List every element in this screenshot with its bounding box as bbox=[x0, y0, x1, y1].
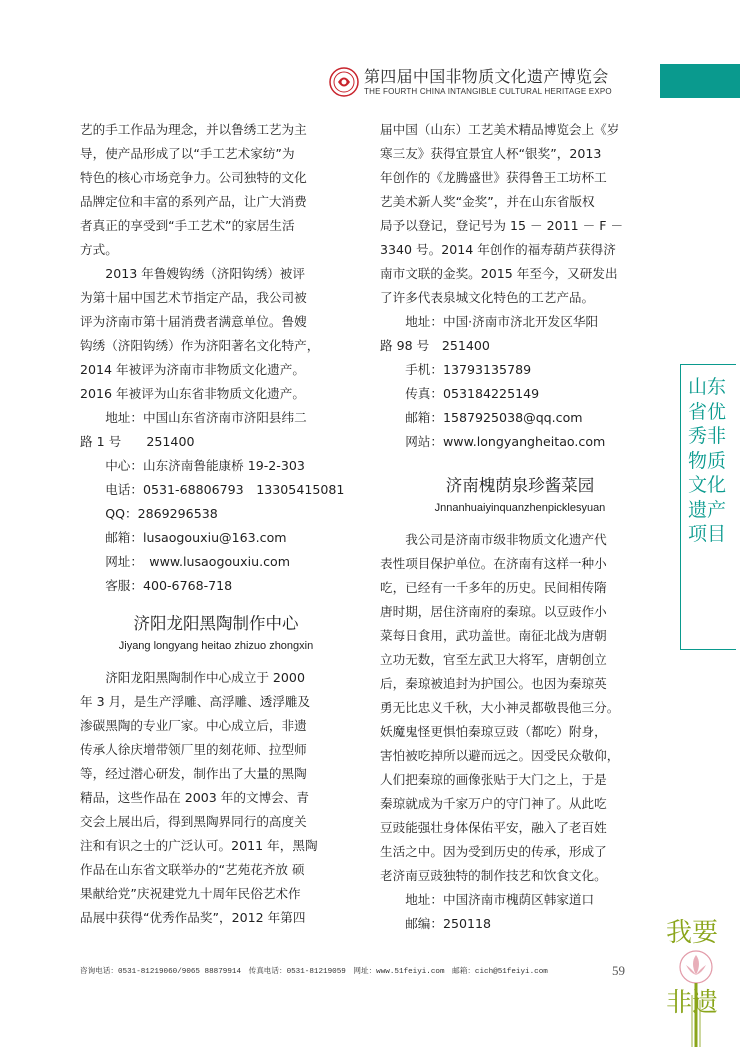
contact-line: 电话：0531-68806793 13305415081 bbox=[105, 482, 345, 497]
text-line: 妖魔鬼怪更惧怕秦琼豆豉（都吃）附身， bbox=[380, 724, 607, 739]
text-line: 评为济南市第十届消费者满意单位。鲁嫂 bbox=[80, 314, 307, 329]
intro-paragraph bbox=[80, 118, 352, 262]
text-line: 了许多代表泉城文化特色的工艺产品。 bbox=[380, 290, 595, 305]
right-column bbox=[380, 118, 660, 936]
text-line: 者真正的享受到“手工艺术”的家居生活 bbox=[80, 218, 295, 233]
contact-line: 传真：053184225149 bbox=[405, 386, 540, 401]
section-title: 济南槐荫泉珍酱菜园 bbox=[445, 476, 595, 495]
text-line: 生活之中。因为受到历史的传承，形成了 bbox=[380, 844, 607, 859]
text-line: 表性项目保护单位。在济南有这样一种小 bbox=[380, 556, 607, 571]
header-subtitle: THE FOURTH CHINA INTANGIBLE CULTURAL HERITAGE EXPO bbox=[364, 87, 612, 96]
header-accent-bar bbox=[660, 64, 740, 98]
text-line: 秦琼就成为千家万户的守门神了。从此吃 bbox=[380, 796, 607, 811]
contact-list bbox=[80, 454, 352, 598]
section-paragraph bbox=[380, 528, 660, 888]
text-line: 寒三友》获得宜景宜人杯“银奖”，2013 bbox=[380, 146, 602, 161]
text-line: 品展中获得“优秀作品奖”，2012 年第四 bbox=[80, 910, 306, 925]
text-line: 为第十届中国艺术节指定产品，我公司被 bbox=[80, 290, 307, 305]
text-line: 交会上展出后，得到黑陶界同行的高度关 bbox=[80, 814, 307, 829]
text-line: 老济南豆豉独特的制作技艺和饮食文化。 bbox=[380, 868, 607, 883]
text-line: 方式。 bbox=[80, 242, 118, 257]
text-line: 作品在山东省文联举办的“艺苑花齐放 硕 bbox=[80, 862, 305, 877]
expo-logo-icon bbox=[329, 67, 359, 97]
calligraphy-text: 我要 bbox=[666, 918, 719, 948]
section-title: 济阳龙阳黑陶制作中心 bbox=[133, 614, 299, 633]
category-sidebar bbox=[680, 364, 736, 650]
text-line: 2014 年被评为济南市非物质文化遗产。 bbox=[80, 362, 305, 377]
text-line: 特色的核心市场竞争力。公司独特的文化 bbox=[80, 170, 307, 185]
page-number: 59 bbox=[612, 963, 625, 978]
contact-line: QQ：2869296538 bbox=[105, 506, 218, 521]
text-line: 艺美术新人奖“金奖”，并在山东省版权 bbox=[380, 194, 595, 209]
contact-line: 邮箱：1587925038@qq.com bbox=[405, 410, 583, 425]
contact-line: 中心：山东济南鲁能康桥 19-2-303 bbox=[105, 458, 305, 473]
calligraphy-logo-icon bbox=[652, 905, 740, 1047]
text-line: 唐时期，居住济南府的秦琼。以豆豉作小 bbox=[380, 604, 607, 619]
text-line: 钩绣（济阳钩绣）作为济阳著名文化特产， bbox=[80, 338, 320, 353]
contact-line: 邮箱：lusaogouxiu@163.com bbox=[105, 530, 287, 545]
text-line: 人们把秦琼的画像张贴于大门之上，于是 bbox=[380, 772, 607, 787]
text-line: 等，经过潜心研发，制作出了大量的黑陶 bbox=[80, 766, 307, 781]
text-line: 3340 号。2014 年创作的福寿葫芦获得济 bbox=[380, 242, 616, 257]
address-line: 地址：中国山东省济南市济阳县纬二 bbox=[105, 410, 307, 425]
text-line: 害怕被吃掉所以避而远之。因受民众敬仰， bbox=[380, 748, 620, 763]
left-column bbox=[80, 118, 352, 930]
address-line: 路 98 号 251400 bbox=[380, 338, 490, 353]
text-line: 品牌定位和丰富的系列产品，让广大消费 bbox=[80, 194, 307, 209]
address-line: 路 1 号 251400 bbox=[80, 434, 195, 449]
text-line: 年创作的《龙腾盛世》获得鲁王工坊杯工 bbox=[380, 170, 607, 185]
text-line: 传承人徐庆增带领厂里的刻花师、拉型师 bbox=[80, 742, 307, 757]
footer-contact: 咨询电话：0531-81219060/9065 88879914 传真电话：0531-81219059 网址：www.51feiyi.com 邮箱：cich@51feiyi.com bbox=[80, 968, 548, 976]
text-line: 精品，这些作品在 2003 年的文博会、青 bbox=[80, 790, 309, 805]
text-line: 2016 年被评为山东省非物质文化遗产。 bbox=[80, 386, 305, 401]
header-title: 第四届中国非物质文化遗产博览会 bbox=[364, 67, 609, 86]
section-paragraph bbox=[80, 666, 352, 930]
section-subtitle: Jnnanhuaiyinquanzhenpicklesyuan bbox=[434, 502, 606, 514]
contact-line: 手机：13793135789 bbox=[405, 362, 532, 377]
text-line: 后，秦琼被追封为护国公。也因为秦琼英 bbox=[380, 676, 607, 691]
text-line: 导，使产品形成了以“手工艺术家纺”为 bbox=[80, 146, 295, 161]
contact-line: 客服：400-6768-718 bbox=[105, 578, 233, 593]
text-line: 菜每日食用，武功盖世。南征北战为唐朝 bbox=[380, 628, 607, 643]
text-line: 2013 年鲁嫂钩绣（济阳钩绣）被评 bbox=[105, 266, 305, 281]
postcode-line: 邮编：250118 bbox=[405, 916, 492, 931]
text-line: 豆豉能强壮身体保佑平安，融入了老百姓 bbox=[380, 820, 607, 835]
text-line: 济阳龙阳黑陶制作中心成立于 2000 bbox=[105, 670, 305, 685]
awards-paragraph bbox=[80, 262, 352, 406]
text-line: 南市文联的金奖。2015 年至今，又研发出 bbox=[380, 266, 618, 281]
text-line: 注和有识之士的广泛认可。2011 年，黑陶 bbox=[80, 838, 318, 853]
address-line: 地址：中国济南市槐荫区韩家道口 bbox=[405, 892, 595, 907]
text-line: 果献给党”庆祝建党九十周年民俗艺术作 bbox=[80, 886, 301, 901]
address-line: 地址：中国·济南市济北开发区华阳 bbox=[405, 314, 599, 329]
text-line: 年 3 月，是生产浮雕、高浮雕、透浮雕及 bbox=[80, 694, 311, 709]
contact-line: 网站：www.longyangheitao.com bbox=[405, 434, 606, 449]
text-line: 勇无比忠义千秋，大小神灵都敬畏他三分。 bbox=[380, 700, 620, 715]
calligraphy-text: 非遗 bbox=[666, 988, 719, 1018]
text-line: 渗碳黑陶的专业厂家。中心成立后，非遗 bbox=[80, 718, 307, 733]
continued-paragraph bbox=[380, 118, 660, 310]
contact-line: 网址： www.lusaogouxiu.com bbox=[105, 554, 290, 569]
text-line: 立功无数，官至左武卫大将军，唐朝创立 bbox=[380, 652, 607, 667]
section-subtitle: Jiyang longyang heitao zhizuo zhongxin bbox=[118, 640, 314, 652]
sidebar-label: 山东省优秀非物质文化遗产项目 bbox=[687, 376, 726, 545]
text-line: 吃，已经有一千多年的历史。民间相传隋 bbox=[380, 580, 607, 595]
text-line: 我公司是济南市级非物质文化遗产代 bbox=[405, 532, 607, 547]
text-line: 届中国（山东）工艺美术精品博览会上《岁 bbox=[380, 122, 620, 137]
contact-list bbox=[380, 358, 660, 454]
text-line: 局予以登记，登记号为 15 － 2011 － F － bbox=[380, 218, 624, 233]
text-line: 艺的手工作品为理念，并以鲁绣工艺为主 bbox=[80, 122, 307, 137]
